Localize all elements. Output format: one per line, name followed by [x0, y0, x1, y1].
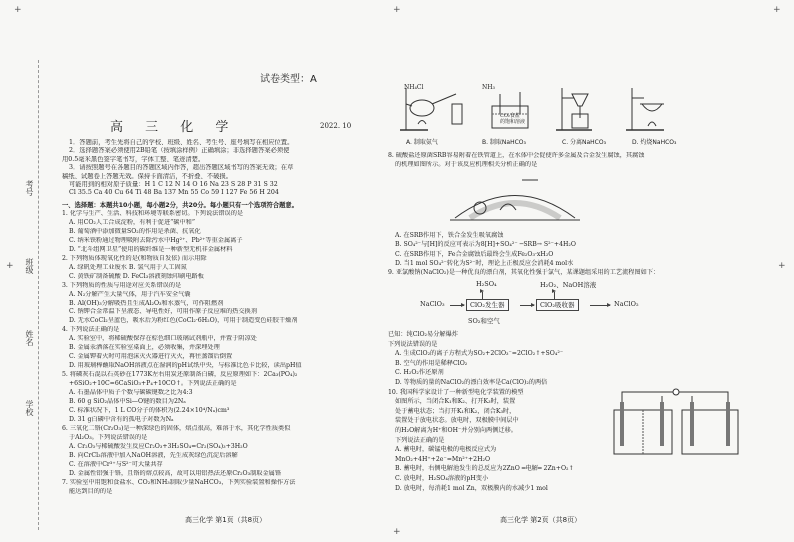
footer-right: 高三化学 第2页（共8页）	[500, 516, 582, 524]
flow-naclo2: NaClO₂	[614, 300, 639, 308]
question-line: D. 等物质的量的NaClO₂的漂白效率是Ca(ClO)₂的两倍	[395, 378, 548, 386]
apparatus-c-label: C. 分离NaHCO₃	[562, 139, 606, 146]
brine-label: CO₂食盐	[500, 113, 520, 119]
flow-so2-air: SO₂和空气	[468, 317, 500, 325]
flow-naclo3: NaClO₃	[420, 300, 445, 308]
crop-mark-bottom-center: +	[393, 527, 401, 537]
note-line: 稿纸、试题卷上答题无效。保持卡面清洁，不折叠、不破损。	[62, 172, 233, 180]
question-line: 下列说法正确的是	[395, 436, 445, 444]
crop-mark-right-middle: +	[778, 261, 786, 271]
question-line: 1. 化学与生产、生活、科技和环境等联系密切。下列说法错误的是	[62, 210, 244, 217]
side-label-name: 姓名	[25, 330, 34, 346]
instructions	[62, 139, 382, 198]
question-line: 7. 实验室中用饱和食盐水、CO₂和NH₃制取少量NaHCO₃，下列实验装置和操作方法	[62, 478, 296, 486]
note-line: 1．答题前，考生先将自己的学校、班级、姓名、考生号、座号填写在相应位置。	[69, 139, 294, 146]
footer-left: 高三化学 第1页（共8页）	[185, 516, 267, 524]
process-flowchart	[420, 280, 680, 326]
crop-mark-top-center: +	[393, 5, 401, 15]
apparatus-d-drawing	[624, 84, 696, 132]
note-line: Cl 35.5 Ca 40 Cu 64 Ti 48 Ba 137 Mn 55 Co 59 I 127 Fe 56 H 204	[69, 189, 279, 197]
side-label-school: 学校	[25, 400, 34, 416]
note-line: 2．选择题答案必须使用2B铅笔（按填涂样例）正确填涂；非选择题答案必须使	[69, 147, 290, 155]
section-heading: 一、选择题：本题共10小题，每小题2分，共20分。每小题只有一个选项符合题意。	[62, 202, 299, 209]
crop-mark-top-right: +	[773, 5, 781, 15]
side-label-class: 班级	[25, 258, 34, 274]
question-line: D. 无水CoCl₂呈蓝色，吸水后为粉红色(CoCl₂·6H₂O)，可用于制造变色硅胶干燥剂	[69, 317, 298, 325]
question-line: 的H₂O解离为H⁺和OH⁻并分别向两侧迁移。	[395, 426, 517, 434]
flow-arrow-3	[590, 305, 610, 306]
question-line: 处于蓄电状态；当打开K₁和K₂，闭合K₃时，	[395, 407, 516, 415]
question-line: 8. 硫酸盐还原菌SRB容易附着在铁管道上，在水体中会促使许多金属及合金发生腐蚀，其腐蚀	[388, 152, 645, 159]
question-line: 10. 我国科学家设计了一种新型电化学装置的模型	[388, 388, 524, 396]
apparatus-d	[624, 84, 704, 144]
question-line: A. Cr₂O₃与稀硫酸发生反应Cr₂O₃+3H₂SO₄=Cr₂(SO₄)₃+3H₂O	[69, 442, 248, 450]
nh3-label: NH₃	[482, 84, 495, 91]
question-line: B. 向CrCl₃溶液中加入NaOH溶液，先生成灰绿色沉淀后溶解	[69, 451, 238, 459]
question-line: B. 蓄电时，右侧电解池发生的总反应为2ZnO ═电解═ 2Zn+O₂↑	[395, 465, 574, 473]
question-line: 装置处于放电状态。放电时，双极膜中间层中	[395, 417, 519, 425]
question-line: 如图所示，当闭合K₁和K₂、打开K₃时，装置	[395, 398, 516, 406]
binding-line	[38, 60, 39, 530]
flow-absorber-box: ClO₂吸收器	[536, 299, 579, 311]
question-line: A. 实验室中，将稀硫酸保存在棕色细口玻璃试剂瓶中，并置于阴凉处	[69, 335, 257, 343]
srb-diagram	[450, 168, 580, 228]
note-line: 可能用到的相对原子质量：H 1 C 12 N 14 O 16 Na 23 S 28 P 31 S 32	[69, 181, 278, 189]
question-line: D. 金属性铝强于铬，且铬的熔点较高，故可以用铝热法还原Cr₂O₃制取金属铬	[69, 469, 282, 477]
question-line: D. 放电时，每消耗1 mol Zn，双极膜内的水减少1 mol	[395, 484, 548, 492]
question-line: C. 黄铁矿制备硫酸 D. FeCl₃溶液刻蚀印刷电路板	[69, 272, 204, 280]
question-line: C. 放电时，H₂SO₄溶液的pH变小	[395, 474, 489, 482]
question-line: A. 在SRB作用下，铁合金发生吸氧腐蚀	[395, 232, 504, 239]
question-line: 3. 下列物质的性质与用途对应关系错误的是	[62, 281, 182, 289]
crop-mark-top-left: +	[14, 5, 22, 15]
apparatus-a-drawing	[398, 84, 470, 132]
question-line: 6. 三氧化二铬(Cr₂O₃)是一种深绿色的固体，熔点很高，难溶于水，其化学性质类似	[62, 424, 291, 432]
exam-type: 试卷类型：A	[260, 74, 317, 85]
question-line: 下列说法错误的是	[388, 340, 438, 348]
question-line: B. 空气的作用是稀释ClO₂	[395, 359, 468, 367]
question-line: A. 用CO₂人工合成淀粉，有利于促进“碳中和”	[69, 218, 196, 226]
question-line: C. 标准状况下，1 L CO分子的体积为(2.24×10⁴/Nₐ)cm³	[69, 406, 230, 414]
question-line: A. 生成ClO₂的离子方程式为SO₂+2ClO₃⁻=2ClO₂↑+SO₄²⁻	[395, 350, 564, 358]
question-line: 的机理如图所示。对于该反应机理相关分析正确的是	[395, 160, 538, 168]
note-line: 用0.5毫米黑色签字笔书写，字体工整、笔迹清楚。	[62, 155, 205, 163]
question-line: C. 金属钾着火时可用泡沫灭火器进行灭火，再往蒸馏后倒置	[69, 353, 233, 361]
question-line: 2. 下列物质体现氧化性的是(和物质自发依) 而示用除	[62, 254, 207, 262]
question-line: D. 用玻璃棒蘸取NaOH溶液点在湿润的pH试纸中央，与标准比色卡比较，读出pH值	[69, 362, 302, 370]
question-line: A. 石墨晶体中质子个数与碳碳键数之比为4:3	[69, 389, 193, 397]
apparatus-a-label: A. 制取氨气	[406, 139, 438, 146]
questions-right-b	[388, 231, 743, 277]
flow-h2so4: H₂SO₄	[476, 280, 497, 288]
flow-h2o2: H₂O₂、NaOH溶液	[540, 281, 597, 289]
question-line: C. 纳米铁粉通过物理吸附去除污水中Hg²⁺、Pb²⁺等重金属离子	[69, 236, 243, 244]
question-line: C. 在溶液中Cr³⁺与S²⁻可大量共存	[69, 460, 163, 468]
title-row	[110, 116, 380, 135]
side-label-number: 考号	[25, 180, 34, 196]
question-line: A. 蓄电时，碳锰电极的电极反应式为	[395, 446, 497, 454]
question-line: 已知：纯ClO₂易分解爆炸	[388, 331, 458, 338]
question-line: 4. 下列说法正确的是	[62, 326, 120, 334]
question-line: 9. 亚氯酸钠(NaClO₂)是一种优良的漂白剂，其氧化性强于氯气，某课题组采用的工艺流程图如下：	[388, 269, 660, 277]
flow-generator-box: ClO₂发生器	[466, 299, 509, 311]
question-line: C. 钠钾合金常温下呈液态、导电性好，可用作原子反应堆的热交换剂	[69, 308, 257, 316]
apparatus-d-label: D. 灼烧NaHCO₃	[632, 139, 677, 146]
question-line: 能达到目的的是	[69, 487, 113, 495]
questions-left	[62, 210, 382, 497]
question-line: MnO₂+4H⁺+2e⁻=Mn²⁺+2H₂O	[395, 455, 491, 463]
brine-label-2: 的饱和溶液	[500, 119, 526, 125]
apparatus-b-label: B. 制取NaHCO₃	[482, 139, 526, 146]
page-title: 高 三 化 学	[110, 120, 238, 135]
question-line: D. “北斗组网卫星”使用的碳纤维是一种新型无机非金属材料	[69, 245, 233, 253]
question-line: B. SO₄²⁻与[H]的反应可表示为8[H]+SO₄²⁻ ─SRB→ S²⁻+4H₂O	[395, 241, 576, 249]
question-line: D. 31 g白磷中含有的孤电子对数为Nₐ	[69, 415, 174, 423]
flow-arrow-2	[520, 305, 534, 306]
electrochem-diagram-drawing	[610, 388, 742, 460]
question-line: A. N₂分解产生大量气体，用于汽车安全气囊	[69, 290, 191, 298]
question-line: B. 金属汞洒落在实验室桌面上，必须收集，并深埋处理	[69, 344, 220, 352]
question-line: 于Al₂O₃。下列说法错误的是	[69, 433, 148, 441]
note-line: 3．请按照题号在各题目的答题区域内作答，超出答题区域书写的答案无效；在草	[69, 164, 294, 172]
apparatus-b	[480, 84, 552, 144]
crop-mark-left-middle: +	[6, 261, 14, 271]
question-line: C. H₂O₂作还原剂	[395, 369, 444, 377]
question-line: B. 葡萄酒中添加微量SO₂的作用是杀菌、抗氧化	[69, 227, 201, 235]
srb-diagram-drawing	[450, 168, 580, 228]
question-line: A. 绿矾处理工业废水 B. 氢气用于人工固氮	[69, 263, 187, 271]
question-line: +6SiO₂+10C=6CaSiO₃+P₄+10CO↑。下列说法正确的是	[69, 380, 237, 388]
apparatus-a	[398, 84, 470, 144]
question-line: 5. 将磷灰石混以石英砂在1773K左右用炭还原制备白磷，反应原理如下：2Ca₃(PO₄)₂	[62, 371, 298, 379]
nh4cl-label: NH₄Cl	[404, 84, 424, 91]
apparatus-c-drawing	[552, 84, 624, 132]
question-line: B. 60 g SiO₂晶体中Si—O键的数目为2Nₐ	[69, 398, 186, 406]
question-line: D. 当1 mol SO₄²⁻转化为S²⁻时，理论上正极反应会消耗4 mol水	[395, 259, 574, 267]
exam-date: 2022. 10	[320, 122, 352, 130]
question-line: B. Al(OH)₃分解吸热且生成Al₂O₃和水蒸气，可作阻燃剂	[69, 299, 224, 307]
apparatus-c	[552, 84, 624, 144]
electrochem-diagram	[610, 388, 742, 460]
question-line: C. 在SRB作用下，Fe合金腐蚀后最终会生成Fe₂O₃·xH₂O	[395, 250, 554, 258]
flow-arrow-1	[450, 305, 464, 306]
